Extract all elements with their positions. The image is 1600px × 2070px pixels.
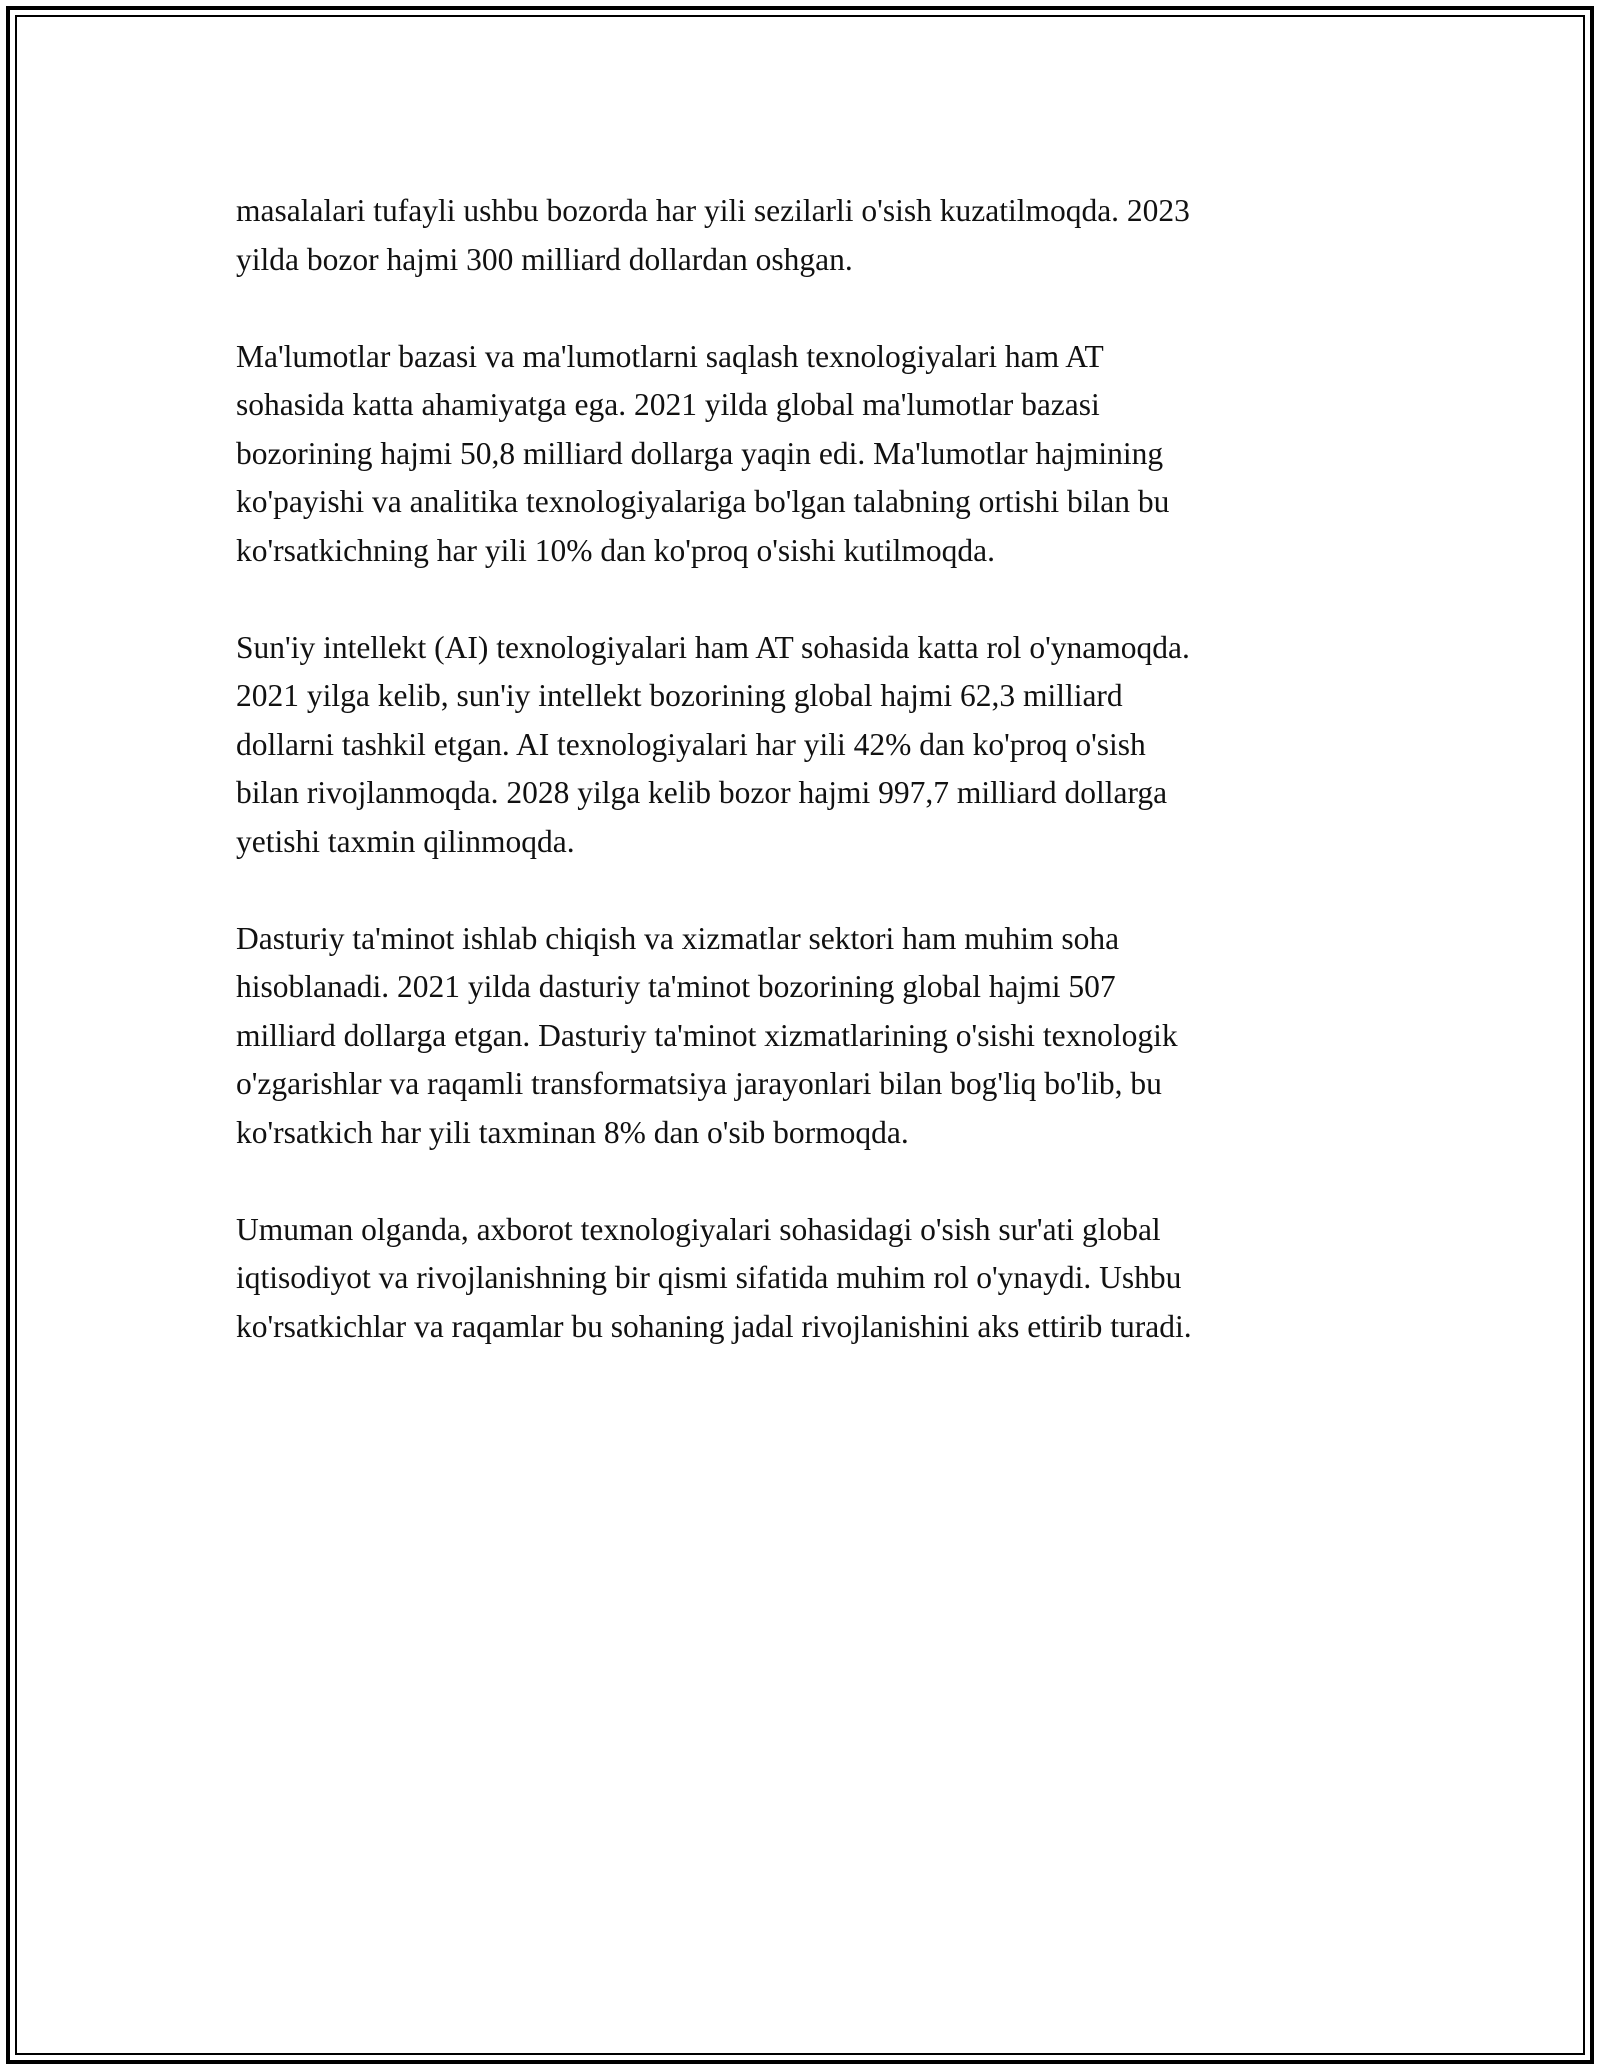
paragraph-conclusion: Umuman olganda, axborot texnologiyalari sohasidagi o'sish sur'ati global iqtisodiyot va rivojlanishning bir qismi sifatida muhim rol o'ynaydi. Ushbu ko'rsatkichlar va raqamlar bu sohaning jadal rivojlanishini aks ettirib turadi. [236,1211,1192,1344]
document-body [236,187,1366,1400]
paragraph-databases: Ma'lumotlar bazasi va ma'lumotlarni saqlash texnologiyalari ham AT sohasida katta ahamiyatga ega. 2021 yilda global ma'lumotlar bazasi bozorining hajmi 50,8 milliard dollarga yaqin edi. Ma'lumotlar hajmining ko'payishi va analitika texnologiyalariga bo'lgan talabning ortishi bilan bu ko'rsatkichning har yili 10% dan ko'proq o'sishi kutilmoqda. [236,338,1170,568]
paragraph-software: Dasturiy ta'minot ishlab chiqish va xizmatlar sektori ham muhim soha hisoblanadi. 2021 yilda dasturiy ta'minot bozorining global hajmi 507 milliard dollarga etgan. Dasturiy ta'minot xizmatlarining o'sishi texnologik o'zgarishlar va raqamli transformatsiya jarayonlari bilan bog'liq bo'lib, bu ko'rsatkich har yili taxminan 8% dan o'sib bormoqda. [236,920,1178,1150]
paragraph-artificial-intelligence: Sun'iy intellekt (AI) texnologiyalari ham AT sohasida katta rol o'ynamoqda. 2021 yilga kelib, sun'iy intellekt bozorining global hajmi 62,3 milliard dollarni tashkil etgan. AI texnologiyalari har yili 42% dan ko'proq o'sish bilan rivojlanmoqda. 2028 yilga kelib bozor hajmi 997,7 milliard dollarga yetishi taxmin qilinmoqda. [236,629,1190,859]
paragraph-market-growth: masalalari tufayli ushbu bozorda har yili sezilarli o'sish kuzatilmoqda. 2023 yilda bozor hajmi 300 milliard dollardan oshgan. [236,193,1190,277]
